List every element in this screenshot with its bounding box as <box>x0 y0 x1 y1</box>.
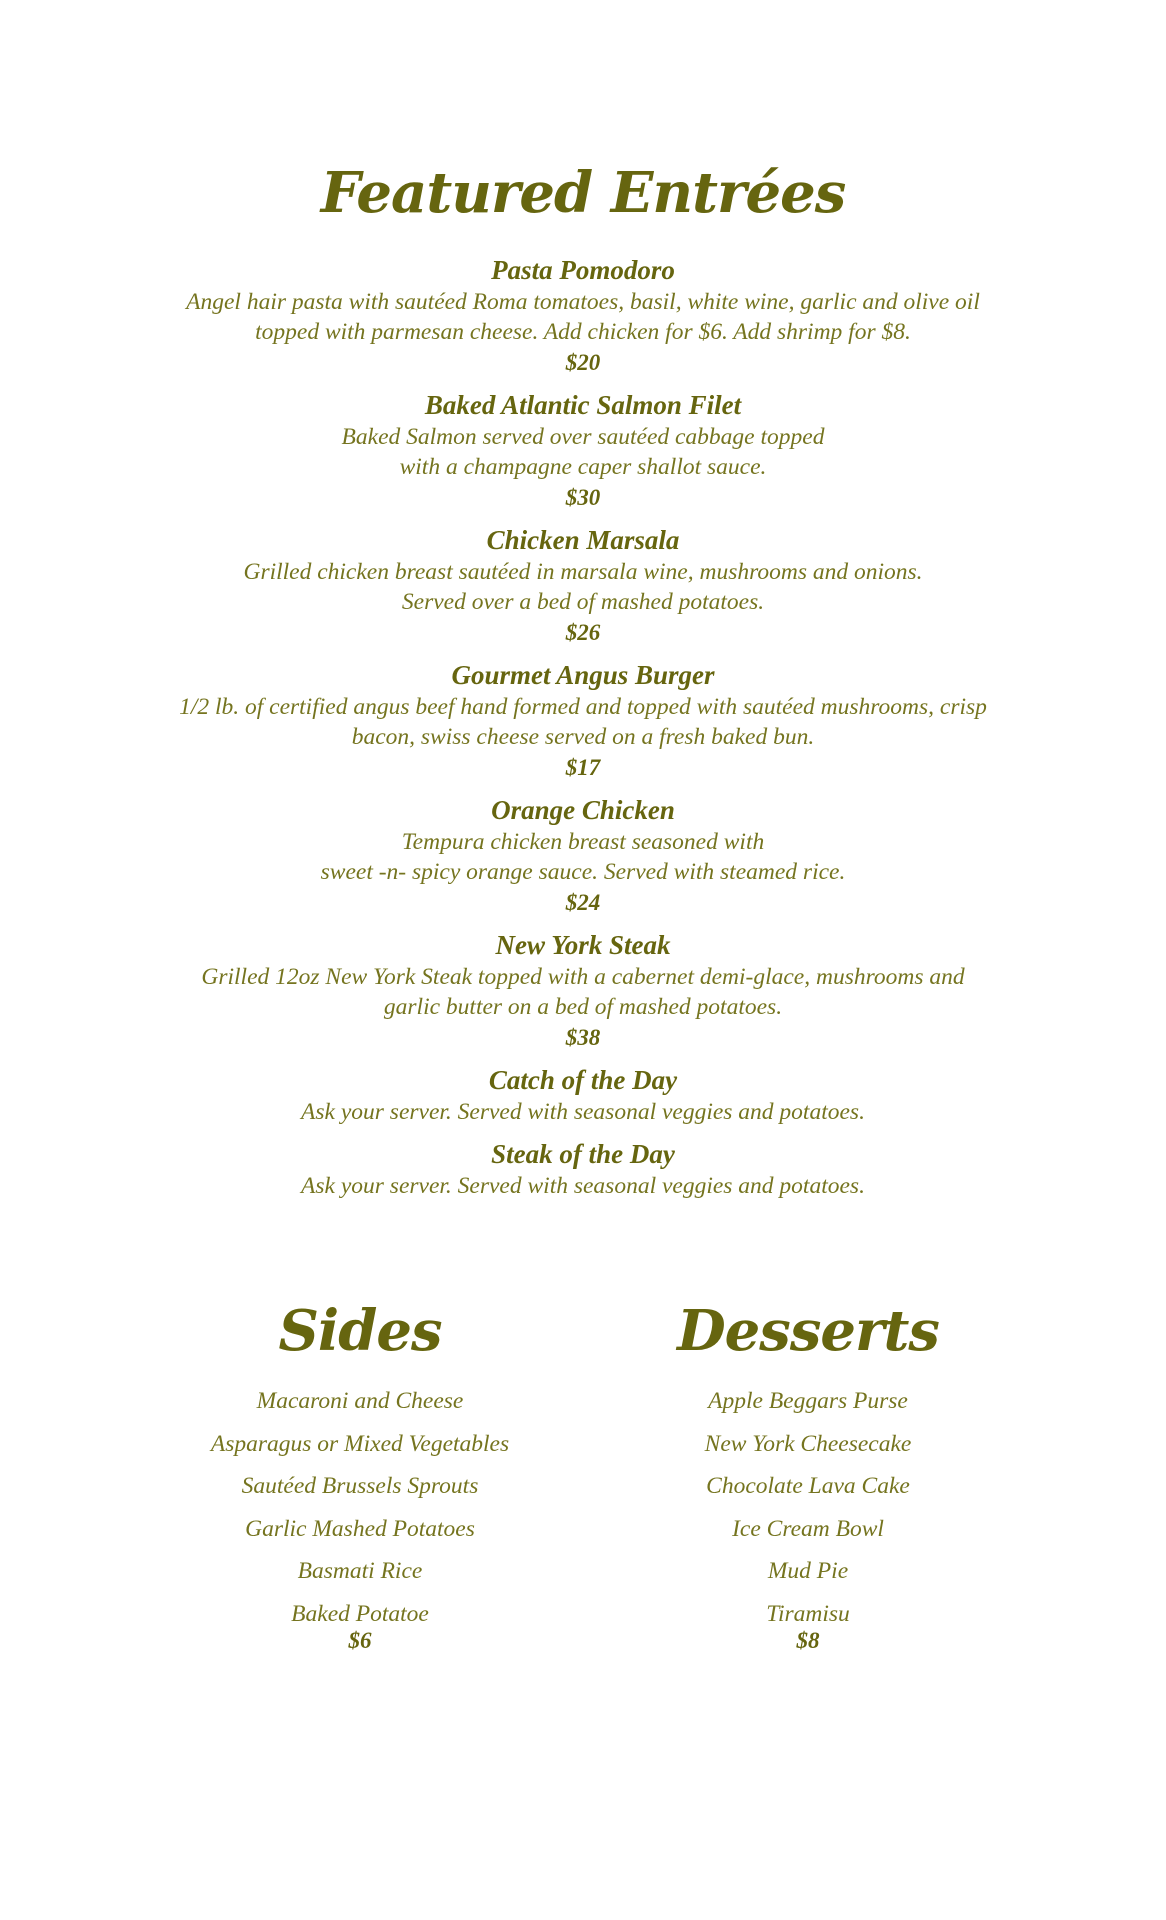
entree-name: Gourmet Angus Burger <box>451 660 715 690</box>
entree-item <box>0 389 1166 513</box>
entree-description <box>0 557 1166 617</box>
entree-description <box>0 1097 1166 1127</box>
entree-name: Pasta Pomodoro <box>491 255 675 285</box>
entree-item <box>0 659 1166 783</box>
entree-item <box>0 929 1166 1053</box>
desserts-item: Ice Cream Bowl <box>732 1515 884 1542</box>
entree-description <box>0 827 1166 887</box>
entree-description-line: garlic butter on a bed of mashed potatoes. <box>383 994 783 1020</box>
desserts-item: New York Cheesecake <box>704 1430 912 1457</box>
entree-description-line: Served over a bed of mashed potatoes. <box>401 589 765 615</box>
entree-description-line: topped with parmesan cheese. Add chicken for $6. Add shrimp for $8. <box>255 319 911 345</box>
sides-item: Garlic Mashed Potatoes <box>245 1515 475 1542</box>
entree-description-line: Grilled 12oz New York Steak topped with a cabernet demi-glace, mushrooms and <box>201 964 965 990</box>
desserts-section <box>598 1296 1018 1655</box>
entree-name: New York Steak <box>495 930 671 960</box>
entree-description-line: bacon, swiss cheese served on a fresh baked bun. <box>351 724 815 750</box>
sides-section <box>150 1296 570 1655</box>
entree-price: $30 <box>565 485 601 510</box>
sides-title: Sides <box>278 1298 442 1364</box>
desserts-item: Apple Beggars Purse <box>708 1388 908 1414</box>
entree-description-line: Angel hair pasta with sautéed Roma tomatoes, basil, white wine, garlic and olive oil <box>186 289 980 315</box>
entree-item <box>0 254 1166 378</box>
entree-description <box>0 692 1166 752</box>
desserts-title: Desserts <box>677 1298 939 1364</box>
entree-price: $26 <box>565 620 601 645</box>
sides-list <box>150 1380 570 1635</box>
sides-item: Baked Potatoe <box>291 1600 429 1627</box>
entree-item <box>0 524 1166 648</box>
entree-description-line: Baked Salmon served over sautéed cabbage topped <box>341 424 825 450</box>
entree-description <box>0 287 1166 347</box>
sides-item: Basmati Rice <box>297 1558 423 1584</box>
entree-description-line: Ask your server. Served with seasonal veggies and potatoes. <box>301 1173 865 1199</box>
entree-description <box>0 1171 1166 1201</box>
entree-name: Orange Chicken <box>491 795 675 825</box>
entree-price: $17 <box>565 755 601 780</box>
desserts-item: Tiramisu <box>766 1600 850 1627</box>
entree-item <box>0 1138 1166 1201</box>
entree-description <box>0 962 1166 1022</box>
desserts-list <box>598 1380 1018 1635</box>
entree-description-line: Ask your server. Served with seasonal veggies and potatoes. <box>301 1099 865 1125</box>
entree-name: Baked Atlantic Salmon Filet <box>424 390 742 420</box>
entree-description-line: with a champagne caper shallot sauce. <box>399 454 767 480</box>
entree-item <box>0 794 1166 918</box>
sides-item: Sautéed Brussels Sprouts <box>241 1473 479 1499</box>
desserts-price: $8 <box>796 1628 820 1653</box>
entree-description <box>0 422 1166 482</box>
entree-name: Catch of the Day <box>488 1065 678 1095</box>
entree-name: Steak of the Day <box>491 1139 675 1169</box>
entree-description-line: sweet -n- spicy orange sauce. Served with steamed rice. <box>320 859 846 885</box>
entree-price: $38 <box>565 1025 601 1050</box>
desserts-item: Mud Pie <box>767 1558 849 1584</box>
entree-description-line: Grilled chicken breast sautéed in marsala wine, mushrooms and onions. <box>243 559 923 585</box>
entree-price: $24 <box>565 890 601 915</box>
sides-item: Macaroni and Cheese <box>256 1388 464 1414</box>
sides-item: Asparagus or Mixed Vegetables <box>210 1430 510 1457</box>
entree-item <box>0 1064 1166 1127</box>
entree-name: Chicken Marsala <box>486 525 680 555</box>
entree-description-line: Tempura chicken breast seasoned with <box>401 829 765 855</box>
entree-price: $20 <box>565 350 601 375</box>
entrees-list <box>0 254 1166 1212</box>
entree-description-line: 1/2 lb. of certified angus beef hand formed and topped with sautéed mushrooms, crisp <box>179 694 987 720</box>
desserts-item: Chocolate Lava Cake <box>706 1473 910 1499</box>
sides-price: $6 <box>348 1628 372 1653</box>
page-title: Featured Entrées <box>320 160 846 226</box>
